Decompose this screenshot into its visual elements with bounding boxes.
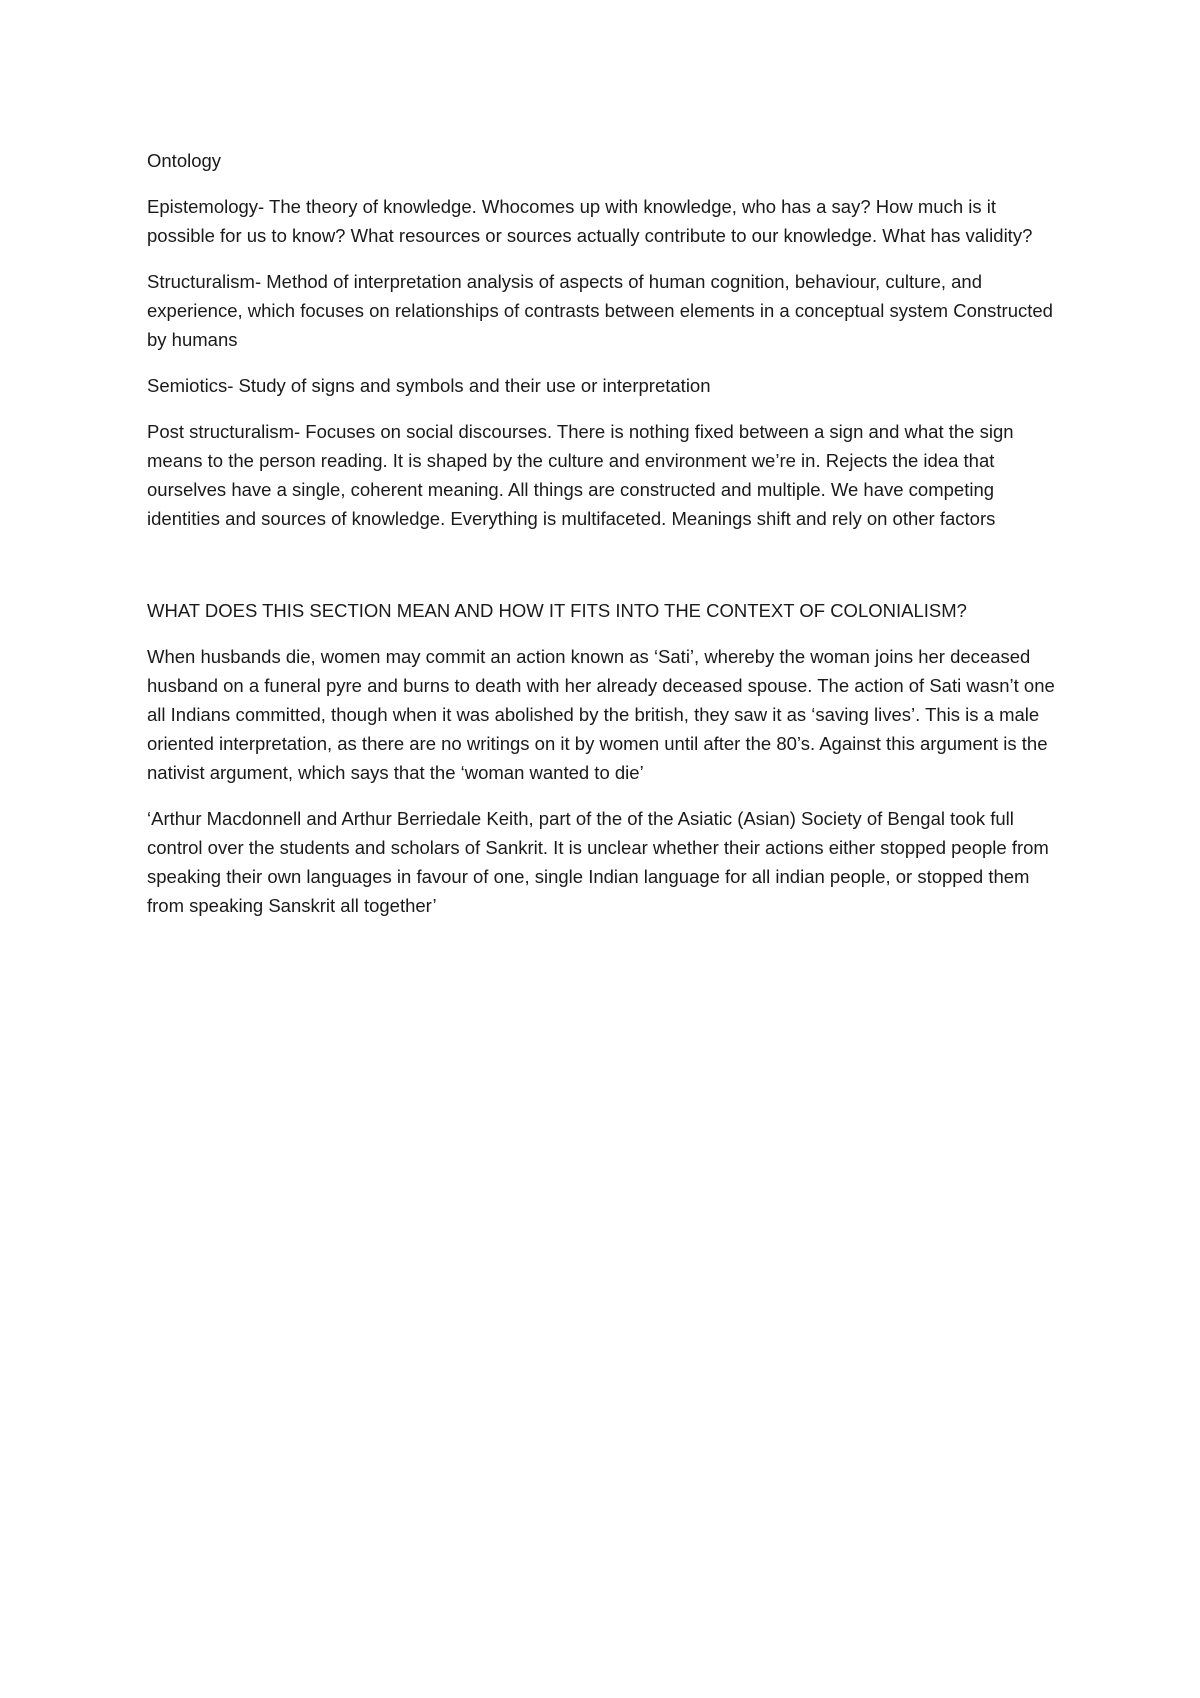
paragraph-structuralism: Structuralism- Method of interpretation analysis of aspects of human cognition, behaviour, culture, and experience, which focuses on relationships of contrasts between elements in a conceptual system Constructed by humans [147,271,1053,350]
paragraph-ontology: Ontology [147,150,222,171]
paragraph-epistemology: Epistemology- The theory of knowledge. Whocomes up with knowledge, who has a say? How much is it possible for us to know? What resources or sources actually contribute to our knowledge. What has validity? [147,196,1033,246]
section-heading: WHAT DOES THIS SECTION MEAN AND HOW IT FITS INTO THE CONTEXT OF COLONIALISM? [147,600,967,621]
document-body [147,146,1062,937]
paragraph-asiatic-society: ‘Arthur Macdonnell and Arthur Berriedale Keith, part of the of the Asiatic (Asian) Society of Bengal took full control over the students and scholars of Sankrit. It is unclear whether their actions either stopped people from speaking their own languages in favour of one, single Indian language for all indian people, or stopped them from speaking Sanskrit all together’ [147,808,1049,916]
blank-line [147,550,1062,596]
paragraph-sati: When husbands die, women may commit an action known as ‘Sati’, whereby the woman joins her deceased husband on a funeral pyre and burns to death with her already deceased spouse. The action of Sati wasn’t one all Indians committed, though when it was abolished by the british, they saw it as ‘saving lives’. This is a male oriented interpretation, as there are no writings on it by women until after the 80’s. Against this argument is the nativist argument, which says that the ‘woman wanted to die’ [147,646,1055,783]
paragraph-post-structuralism: Post structuralism- Focuses on social discourses. There is nothing fixed between a sign and what the sign means to the person reading. It is shaped by the culture and environment we’re in. Rejects the idea that ourselves have a single, coherent meaning. All things are constructed and multiple. We have competing identities and sources of knowledge. Everything is multifaceted. Meanings shift and rely on other factors [147,421,1014,529]
paragraph-semiotics: Semiotics- Study of signs and symbols and their use or interpretation [147,375,711,396]
